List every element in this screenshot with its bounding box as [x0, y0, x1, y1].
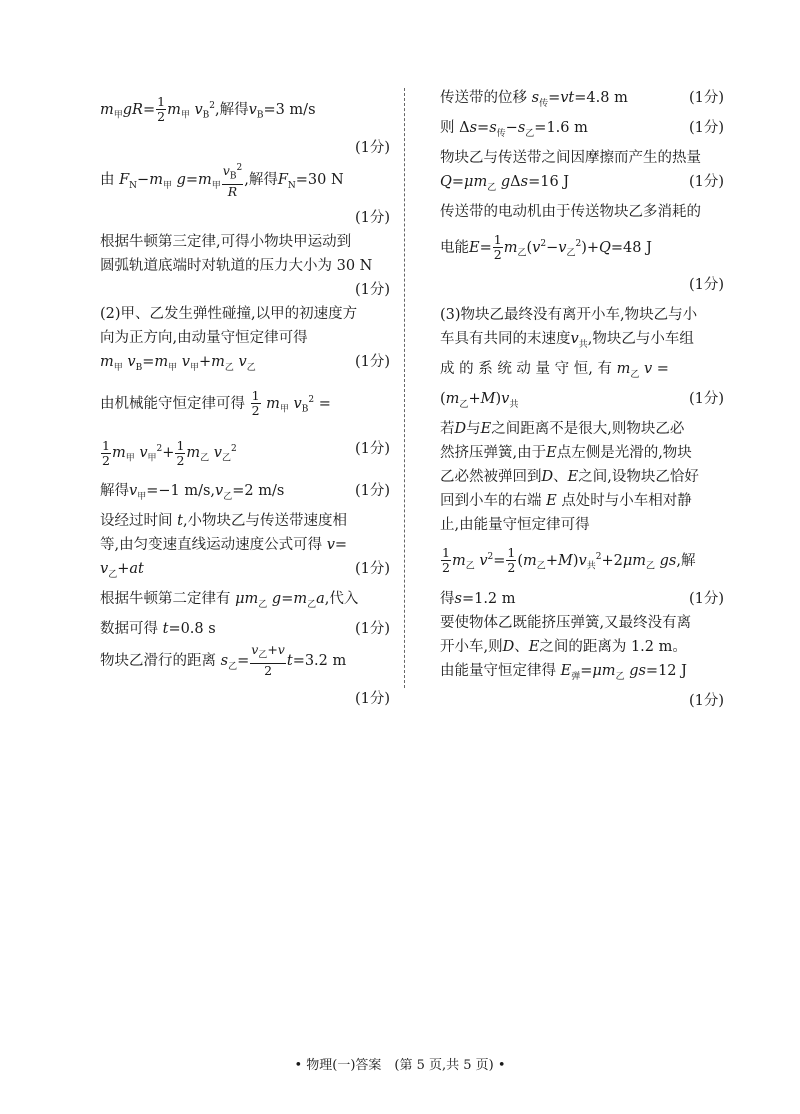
text: 若	[440, 421, 455, 438]
text: =4.8 m	[574, 90, 628, 106]
text: ,物块乙与小车组	[587, 331, 694, 348]
score: (1分)	[354, 482, 390, 499]
score: (1分)	[354, 139, 390, 156]
eq-line: $m_甲$ $v_B=m_甲$ $v_甲+m_乙$ $v_乙$ (1分)	[100, 350, 390, 380]
eq-line: $Q=\mu m_乙$ gΔs=16 J (1分)	[440, 170, 724, 200]
text-line: 设经过时间 t,小物块乙与传送带速度相	[100, 512, 348, 529]
score: (1分)	[354, 353, 390, 370]
score: (1分)	[688, 119, 724, 136]
eq-line: $v_乙+at$ (1分)	[100, 557, 390, 587]
text-line: (3)物块乙最终没有离开小车,物块乙与小	[440, 307, 698, 324]
text-line: 等,由匀变速直线运动速度公式可得 v=	[100, 536, 348, 553]
text: 之间的距离为 1.2 m。	[539, 638, 687, 655]
eq-line: $\frac{1}{2}$ $m_甲$ $v_甲^2+$ $\frac{1}{2}$ $m_乙$ $v_乙^2$ (1分)	[100, 429, 390, 479]
text: 回到小车的右端	[440, 493, 542, 510]
text-line: 根据牛顿第三定律,可得小物块甲运动到	[100, 233, 352, 250]
text: =2 m/s	[232, 482, 285, 499]
eq-line: 传送带的位移 $s_传=vt=4.8$ m (1分)	[440, 86, 724, 116]
eq-line: 解得$v_甲=-1$ $m/s,v_乙=2$ m/s (1分)	[100, 479, 390, 509]
text-line: 开小车,则D、E之间的距离为 1.2 m。	[440, 638, 687, 655]
score: (1分)	[354, 209, 390, 226]
text-line: (2)甲、乙发生弹性碰撞,以甲的初速度方	[100, 305, 358, 322]
text: 与	[466, 421, 481, 438]
eq-line: 由机械能守恒定律可得 $\frac{1}{2}$ $m_甲$ $v_B^2$ =	[100, 387, 331, 418]
eq-line: $m_甲gR=$ $\frac{1}{2}$ $m_甲$ $v_B^2$,解得$v_B=3$ m/s	[100, 94, 316, 125]
score: (1分)	[688, 391, 724, 408]
eq-line: $\frac{1}{2}$ $m_乙$ $v^2=$ $\frac{1}{2}$ $(m_乙+M)v_共^2+2\mu m_乙$ gs,解	[442, 545, 696, 576]
score: (1分)	[354, 620, 390, 637]
eq-line: 物块乙滑行的距离 $s_乙=$ $v_乙+v$ 2 t=3.2 m	[100, 642, 347, 678]
score: (1分)	[688, 692, 724, 709]
text: =−1 m/s,	[146, 482, 216, 499]
text: 物块乙滑行的距离	[100, 652, 216, 669]
text: ,解	[676, 552, 696, 569]
score: (1分)	[354, 281, 390, 298]
text: 之间,设物块乙恰好	[578, 469, 699, 486]
text: =1.6 m	[534, 119, 588, 136]
text: 点左侧是光滑的,物块	[556, 445, 692, 462]
text: 根据牛顿第二定律有	[100, 590, 231, 607]
text: =48 J	[610, 239, 652, 256]
text: 解得	[100, 482, 129, 499]
text: 数据可得	[100, 620, 158, 637]
text: 由机械能守恒定律可得	[100, 395, 245, 412]
eq-line: 则 $\Delta s=s_传-s_乙=1.6$ m (1分)	[440, 116, 724, 146]
eq-line: 由 $F_N-m_甲$ $g=m_甲$ $\frac{v_B^2}{R}$ ,解得$F_N=30$ N	[100, 162, 344, 199]
text: 之间距离不是很大,则物块乙必	[491, 421, 685, 438]
text: ,解得	[215, 101, 249, 118]
text-line: 然挤压弹簧,由于E点左侧是光滑的,物块	[440, 445, 692, 462]
score: (1分)	[688, 590, 724, 607]
text: =1.2 m	[461, 590, 516, 607]
column-divider	[404, 88, 405, 688]
text-line: 数据可得 t=0.8 s (1分)	[100, 617, 390, 641]
text: =16 J	[528, 173, 570, 190]
page-footer: • 物理(一)答案 (第 5 页,共 5 页) •	[294, 1058, 506, 1073]
text: 开小车,则	[440, 638, 503, 655]
text-line: 向为正方向,由动量守恒定律可得	[100, 329, 308, 346]
left-column	[100, 86, 390, 711]
text: 由能量守恒定律得	[440, 662, 556, 679]
text: 传送带的位移	[440, 90, 527, 106]
score: (1分)	[688, 277, 724, 294]
score: (1分)	[354, 560, 390, 577]
text-line: 成 的 系 统 动 量 守 恒, 有 $m_乙$ v =	[440, 361, 669, 381]
text: =3 m/s	[263, 101, 316, 118]
text: =3.2 m	[292, 652, 347, 669]
text: 电能	[440, 239, 469, 256]
text-line: 若D与E之间距离不是很大,则物块乙必	[440, 421, 685, 438]
score: (1分)	[354, 690, 390, 707]
text: 设经过时间	[100, 512, 173, 529]
score: (1分)	[688, 173, 724, 190]
text-line: 根据牛顿第二定律有 $\mu m_乙$ $g=m_乙a$,代入	[100, 590, 359, 610]
text: 点处时与小车相对静	[561, 493, 692, 510]
text: 车具有共同的末速度	[440, 331, 571, 348]
text: 成 的 系 统 动 量 守 恒, 有	[440, 361, 612, 378]
text: 得	[440, 590, 455, 607]
text-line: 车具有共同的末速度$v_共$,物块乙与小车组	[440, 331, 694, 351]
text: 则	[440, 119, 455, 136]
text: ,代入	[324, 590, 359, 607]
eq-line: 由能量守恒定律得 $E_弹=\mu m_乙$ gs=12 J	[440, 662, 687, 682]
text: 然挤压弹簧,由于	[440, 445, 547, 462]
eq-line: 得s=1.2 m (1分)	[440, 587, 724, 611]
text-line: 要使物体乙既能挤压弹簧,又最终没有离	[440, 614, 692, 631]
eq-line: 电能E= $\frac{1}{2}$ $m_乙(v^2-v_乙^2)+Q=48$ J	[440, 232, 652, 262]
text-line: 乙必然被弹回到D、E之间,设物块乙恰好	[440, 469, 699, 486]
text: =12 J	[645, 662, 687, 679]
eq-line: $(m_乙+M)v_共$ (1分)	[440, 387, 724, 417]
text-line: 圆弧轨道底端时对轨道的压力大小为 30 N	[100, 257, 373, 274]
text: =30 N	[295, 171, 344, 188]
score: (1分)	[354, 441, 390, 458]
text: 等,由匀变速直线运动速度公式可得	[100, 536, 323, 553]
text: ,小物块乙与传送带速度相	[182, 512, 348, 529]
text-line: 止,由能量守恒定律可得	[440, 517, 590, 534]
text-line: 物块乙与传送带之间因摩擦而产生的热量	[440, 149, 701, 166]
text: 由	[100, 171, 115, 188]
score: (1分)	[688, 90, 724, 106]
text: 乙必然被弹回到	[440, 469, 542, 486]
text-line: 回到小车的右端 E 点处时与小车相对静	[440, 493, 692, 510]
text-line: 传送带的电动机由于传送物块乙多消耗的	[440, 203, 701, 220]
right-column	[440, 86, 724, 713]
text: =0.8 s	[168, 620, 216, 637]
text: ,解得	[244, 171, 278, 188]
